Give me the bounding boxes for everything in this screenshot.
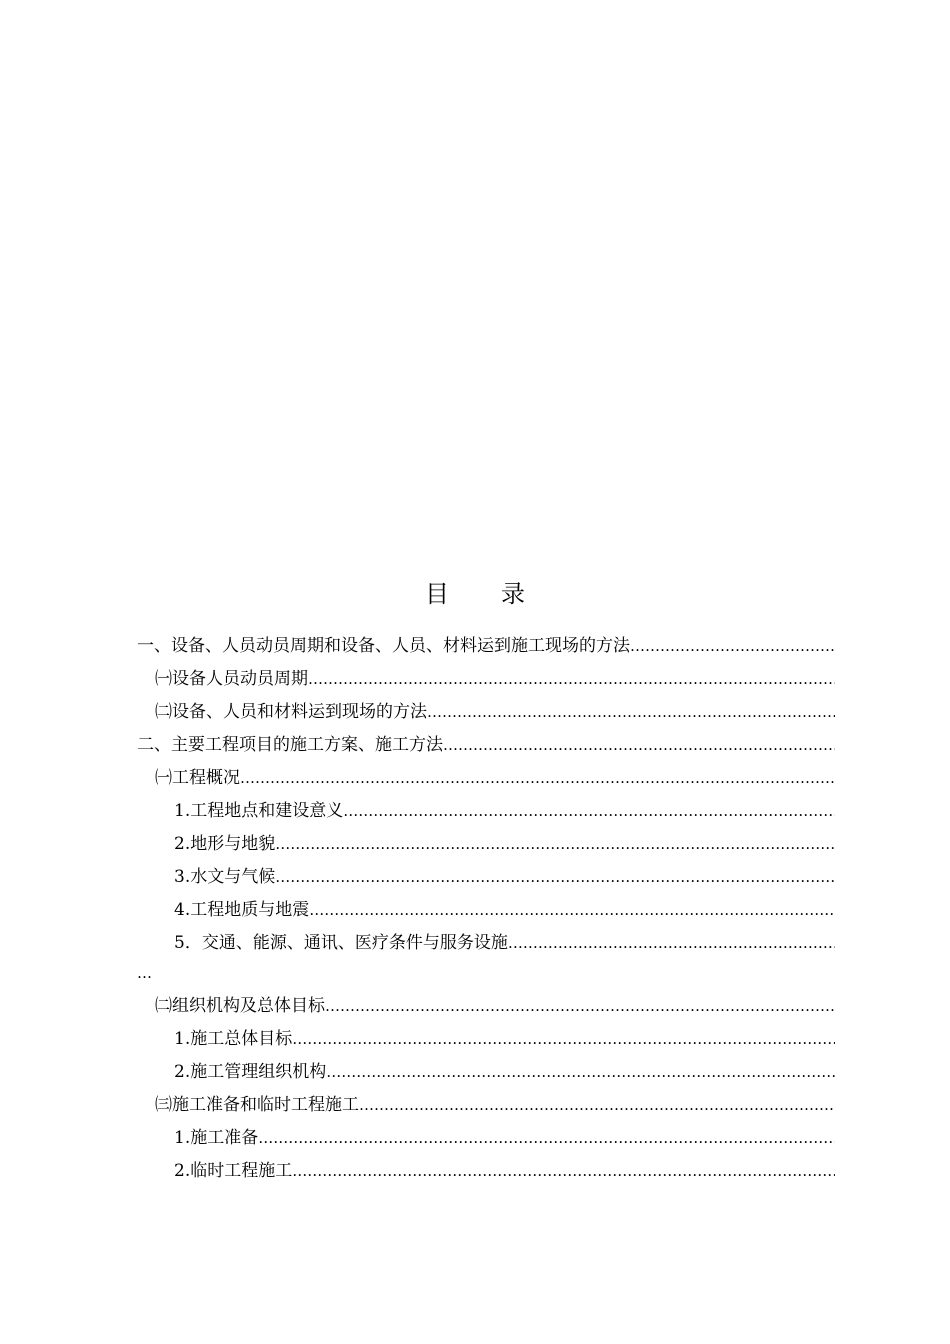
dot-leader (292, 1155, 835, 1188)
dot-leader (308, 663, 835, 696)
dot-leader (240, 762, 835, 795)
dot-leader (275, 828, 835, 861)
toc-title-char-2: 录 (501, 580, 525, 608)
dot-leader (275, 861, 835, 894)
toc-entry[interactable] (137, 1155, 835, 1188)
toc-entry[interactable] (137, 828, 835, 861)
toc-title (0, 578, 950, 610)
toc-entry[interactable] (137, 927, 835, 960)
toc-entry-text: 3.水文与气候 (174, 867, 276, 887)
toc-entry[interactable] (137, 663, 835, 696)
toc-entry-text: 1.工程地点和建设意义 (174, 801, 344, 821)
dot-leader (359, 1089, 835, 1122)
table-of-contents (137, 630, 835, 1188)
toc-entry-text: 二、主要工程项目的施工方案、施工方法 (137, 735, 443, 755)
toc-entry[interactable] (137, 762, 835, 795)
toc-entry-text: ㈢施工准备和临时工程施工 (155, 1095, 359, 1115)
toc-entry[interactable] (137, 894, 835, 927)
toc-entry[interactable] (137, 1023, 835, 1056)
toc-entry[interactable] (137, 861, 835, 894)
toc-entry[interactable] (137, 1089, 835, 1122)
dot-leader (258, 1122, 835, 1155)
toc-entry[interactable] (137, 729, 835, 762)
dot-leader (309, 894, 835, 927)
toc-entry[interactable] (137, 696, 835, 729)
toc-entry[interactable] (137, 990, 835, 1023)
toc-entry[interactable] (137, 1122, 835, 1155)
dot-leader (292, 1023, 835, 1056)
toc-entry[interactable] (137, 1056, 835, 1089)
toc-entry-text: 2.施工管理组织机构 (174, 1062, 327, 1082)
toc-entry-text: 1.施工准备 (174, 1128, 259, 1148)
toc-entry-text: 4.工程地质与地震 (174, 900, 310, 920)
toc-entry-text: 2.临时工程施工 (174, 1161, 293, 1181)
toc-entry-text: ㈠工程概况 (155, 768, 240, 788)
dot-leader (443, 729, 835, 762)
dot-leader (325, 990, 835, 1023)
toc-entry-text: ㈡组织机构及总体目标 (155, 996, 325, 1016)
toc-entry[interactable] (137, 630, 835, 663)
toc-entry-text: 5．交通、能源、通讯、医疗条件与服务设施 (174, 933, 508, 953)
dot-leader (427, 696, 835, 729)
dot-leader (508, 927, 835, 960)
toc-entry-text: 1.施工总体目标 (174, 1029, 293, 1049)
dot-leader (630, 630, 835, 663)
dot-leader-continuation: … (137, 964, 152, 982)
toc-entry-text: ㈠设备人员动员周期 (155, 669, 308, 689)
toc-entry-text: ㈡设备、人员和材料运到现场的方法 (155, 702, 427, 722)
dot-leader (343, 795, 835, 828)
toc-entry[interactable] (137, 795, 835, 828)
toc-entry-text: 2.地形与地貌 (174, 834, 276, 854)
dot-leader (326, 1056, 835, 1089)
toc-title-char-1: 目 (425, 580, 449, 608)
toc-entry-text: 一、设备、人员动员周期和设备、人员、材料运到施工现场的方法 (137, 636, 630, 656)
